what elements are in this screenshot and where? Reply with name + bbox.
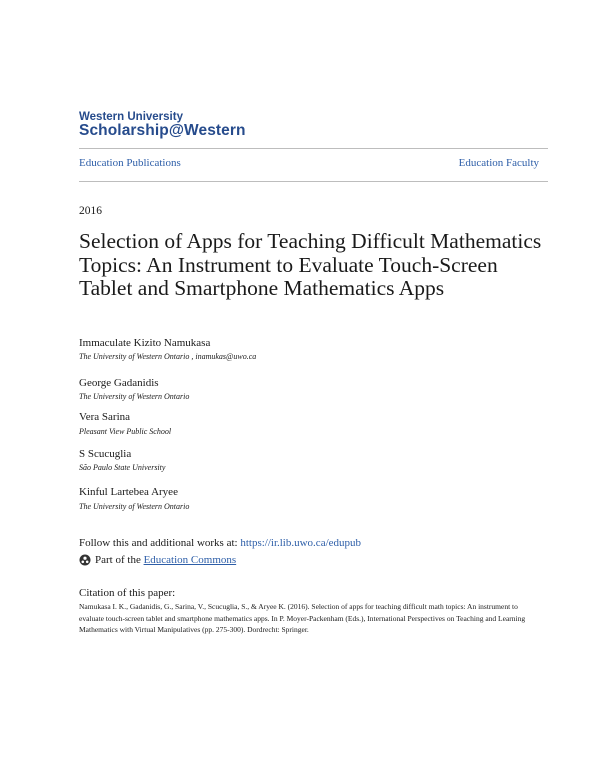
follow-text: Follow this and additional works at: [79,537,241,549]
publication-year: 2016 [79,205,102,217]
citation-text: Namukasa I. K., Gadanidis, G., Sarina, V., Scucuglia, S., & Aryee K. (2016). Selection of apps for teaching difficult math topics: An instrument to evaluate touch-screen tablet and smartphone mathematics apps. In P. Moyer-Packenham (Eds.), International Perspectives on Teaching and Learning Mathematics with Virtual Manipulatives (pp. 275-300). Dordrecht: Springer. [79,602,526,634]
author-name: Immaculate Kizito Namukasa [79,337,211,349]
author-name: Kinful Lartebea Aryee [79,486,178,498]
author-affiliation: The University of Western Ontario , inamukas@uwo.ca [79,352,257,361]
author-name: George Gadanidis [79,377,159,389]
author-affiliation: The University of Western Ontario [79,502,190,511]
author-affiliation: Pleasant View Public School [79,427,172,436]
paper-title: Selection of Apps for Teaching Difficult Mathematics Topics: An Instrument to Evaluate Touch-Screen Tablet and Smartphone Mathematics Apps [79,229,542,300]
part-of-line [79,554,236,566]
author-affiliation: The University of Western Ontario [79,392,190,401]
bottom-divider [79,181,548,182]
university-name: Western University [79,111,183,123]
education-faculty-link[interactable]: Education Faculty [458,157,539,169]
author-name: S Scucuglia [79,448,132,460]
education-commons-link[interactable]: Education Commons [143,554,237,566]
repository-url-link[interactable]: https://ir.lib.uwo.ca/edupub [240,537,362,549]
part-of-text: Part of the [95,554,141,566]
author-name: Vera Sarina [79,411,131,423]
top-divider [79,148,548,149]
commons-network-icon [79,554,91,566]
education-publications-link[interactable]: Education Publications [79,157,181,169]
author-affiliation: São Paulo State University [79,463,166,472]
follow-line [79,537,361,549]
repository-name[interactable]: Scholarship@Western [79,122,246,139]
citation-label: Citation of this paper: [79,587,176,599]
